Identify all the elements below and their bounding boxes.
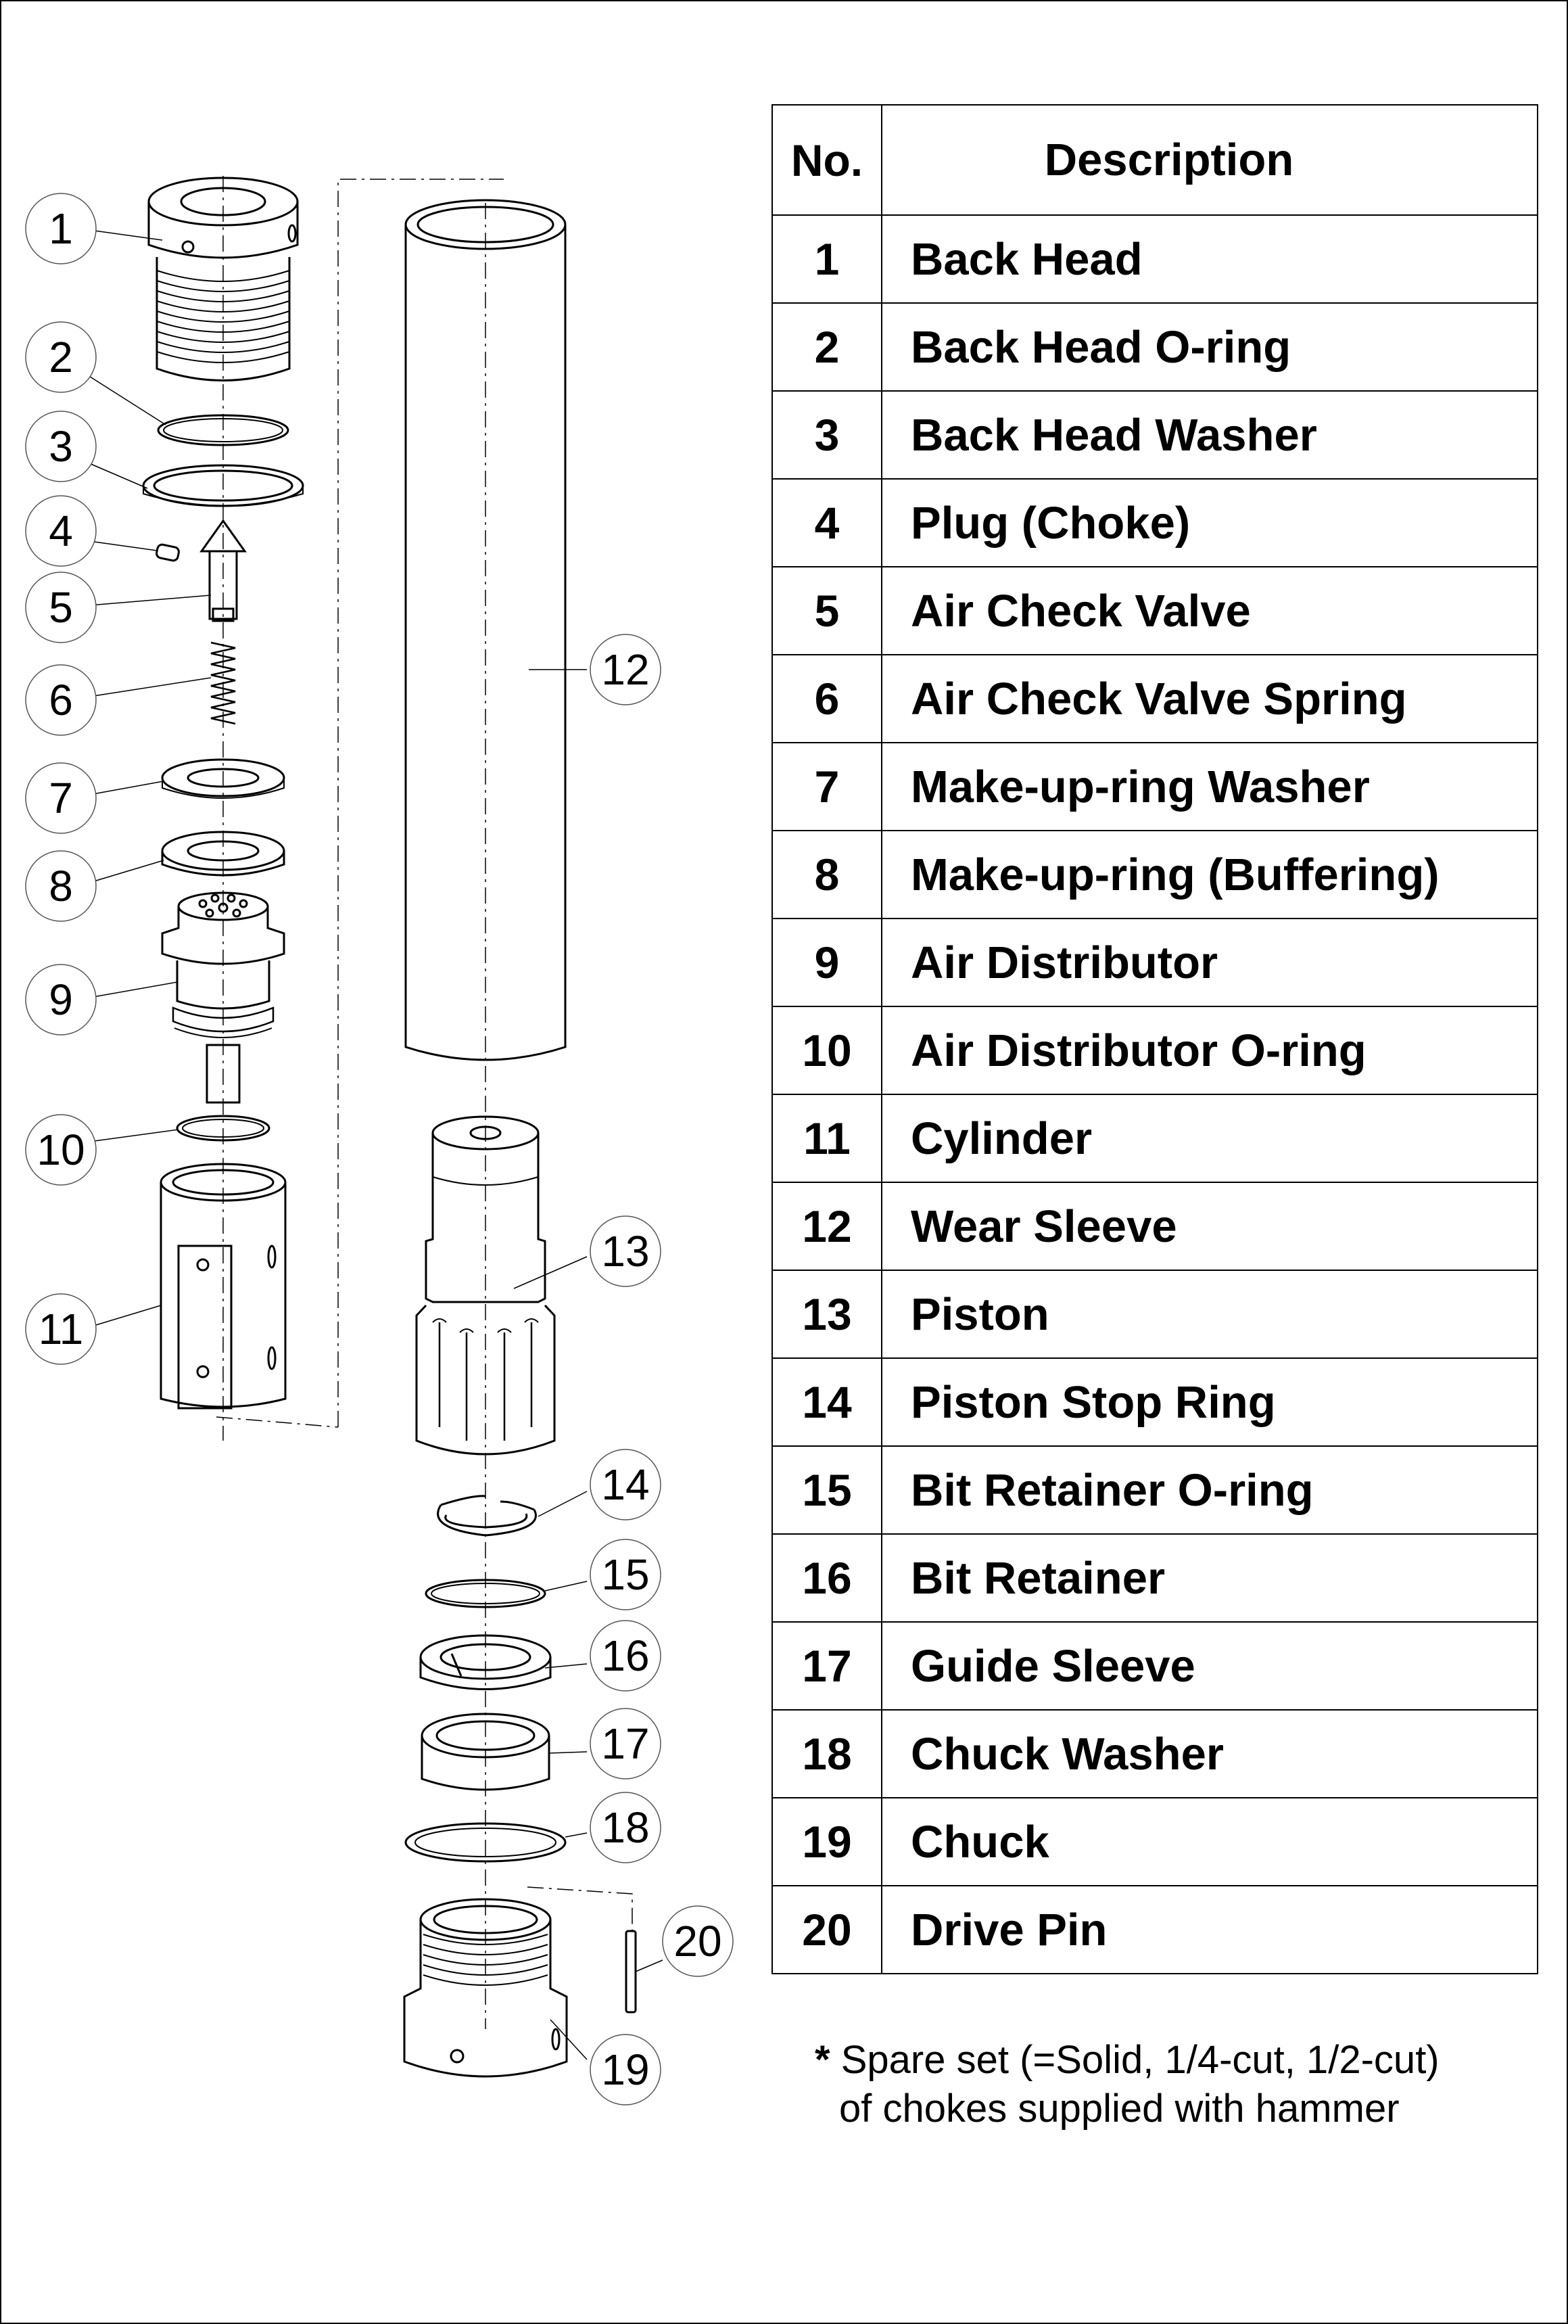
part-number: 17 [772, 1622, 882, 1710]
table-row [772, 1006, 1538, 1094]
part-number: 5 [772, 567, 882, 655]
column-header-description: Description [882, 105, 1538, 215]
callout-label: 2 [49, 333, 73, 381]
part-number: 11 [772, 1094, 882, 1182]
part-number: 15 [772, 1446, 882, 1534]
table-row [772, 1270, 1538, 1358]
callout-3 [26, 411, 96, 482]
part-description: Drive Pin [882, 1886, 1538, 1974]
callout-12 [590, 634, 661, 705]
callout-10 [26, 1115, 96, 1185]
part-number: 18 [772, 1710, 882, 1798]
part-description: Bit Retainer [882, 1534, 1538, 1622]
part-number: 7 [772, 743, 882, 831]
part-description: Air Check Valve Spring [882, 655, 1538, 743]
part-description: Piston Stop Ring [882, 1358, 1538, 1446]
callout-8 [26, 851, 96, 921]
parts-list-table [771, 104, 1538, 1974]
part-description: Air Check Valve [882, 567, 1538, 655]
table-header-row [772, 105, 1538, 215]
part-number: 9 [772, 919, 882, 1006]
footnote-line-2: of chokes supplied with hammer [839, 2087, 1400, 2131]
callout-11 [26, 1294, 96, 1364]
choke-footnote [815, 2036, 1440, 2133]
table-row [772, 1710, 1538, 1798]
callout-1 [26, 193, 96, 264]
footnote-text-1: Spare set (=Solid, 1/4-cut, 1/2-cut) [830, 2038, 1440, 2082]
part-number: 16 [772, 1534, 882, 1622]
callout-label: 1 [49, 204, 73, 253]
callout-17 [590, 1709, 661, 1779]
part-description: Back Head Washer [882, 391, 1538, 479]
part-number: 13 [772, 1270, 882, 1358]
table-row [772, 479, 1538, 567]
part-description: Cylinder [882, 1094, 1538, 1182]
table-row [772, 303, 1538, 391]
table-row [772, 1886, 1538, 1974]
exploded-view-drawing [0, 0, 744, 2324]
part-description: Wear Sleeve [882, 1182, 1538, 1270]
callout-label: 13 [601, 1227, 650, 1276]
callout-5 [26, 572, 96, 643]
callout-19 [590, 2035, 661, 2105]
table-row [772, 567, 1538, 655]
part-number: 19 [772, 1798, 882, 1886]
callout-label: 15 [601, 1550, 650, 1599]
part-description: Back Head O-ring [882, 303, 1538, 391]
callout-label: 10 [37, 1125, 85, 1174]
callout-7 [26, 763, 96, 833]
part-number: 14 [772, 1358, 882, 1446]
column-header-no: No. [772, 105, 882, 215]
callout-label: 11 [38, 1305, 84, 1353]
callout-9 [26, 965, 96, 1035]
callout-label: 8 [49, 862, 73, 910]
drive-pin-part [626, 1931, 636, 2012]
table-row [772, 1358, 1538, 1446]
callout-label: 20 [673, 1917, 722, 1966]
part-description: Chuck [882, 1798, 1538, 1886]
part-description: Guide Sleeve [882, 1622, 1538, 1710]
callout-label: 9 [49, 975, 73, 1024]
part-number: 3 [772, 391, 882, 479]
part-description: Plug (Choke) [882, 479, 1538, 567]
table-row [772, 919, 1538, 1006]
part-number: 20 [772, 1886, 882, 1974]
callout-13 [590, 1216, 661, 1286]
part-description: Back Head [882, 215, 1538, 303]
part-number: 2 [772, 303, 882, 391]
part-number: 6 [772, 655, 882, 743]
callout-label: 17 [601, 1719, 650, 1768]
table-row [772, 831, 1538, 919]
callout-18 [590, 1792, 661, 1863]
table-row [772, 1446, 1538, 1534]
part-number: 4 [772, 479, 882, 567]
callout-label: 14 [601, 1460, 650, 1509]
callout-label: 16 [601, 1631, 650, 1680]
table-row [772, 391, 1538, 479]
assembly-path-line [338, 179, 504, 1427]
part-number: 12 [772, 1182, 882, 1270]
part-description: Make-up-ring (Buffering) [882, 831, 1538, 919]
part-description: Air Distributor O-ring [882, 1006, 1538, 1094]
callout-label: 5 [49, 583, 73, 632]
callout-2 [26, 322, 96, 392]
part-number: 8 [772, 831, 882, 919]
part-description: Chuck Washer [882, 1710, 1538, 1798]
part-description: Air Distributor [882, 919, 1538, 1006]
table-row [772, 743, 1538, 831]
callout-16 [590, 1621, 661, 1691]
callout-label: 6 [49, 676, 73, 724]
chuck-part [404, 1899, 567, 2076]
table-row [772, 655, 1538, 743]
table-row [772, 1094, 1538, 1182]
callout-6 [26, 665, 96, 735]
part-description: Piston [882, 1270, 1538, 1358]
part-number: 10 [772, 1006, 882, 1094]
callout-label: 18 [601, 1803, 650, 1852]
footnote-asterisk: * [815, 2038, 830, 2082]
table-row [772, 1534, 1538, 1622]
callout-4 [26, 496, 96, 566]
callout-15 [590, 1539, 661, 1610]
callout-label: 12 [601, 645, 650, 694]
callout-20 [663, 1906, 733, 1976]
plug-choke-part [156, 544, 179, 561]
callout-label: 19 [601, 2045, 650, 2094]
callout-label: 7 [49, 774, 73, 822]
part-description: Bit Retainer O-ring [882, 1446, 1538, 1534]
callout-label: 4 [49, 507, 73, 555]
callout-label: 3 [49, 422, 73, 471]
table-row [772, 1622, 1538, 1710]
piston-stop-ring-part [438, 1496, 536, 1535]
part-number: 1 [772, 215, 882, 303]
part-description: Make-up-ring Washer [882, 743, 1538, 831]
callout-14 [590, 1449, 661, 1520]
footnote-line-1 [815, 2036, 1440, 2085]
table-row [772, 1798, 1538, 1886]
table-row [772, 215, 1538, 303]
table-row [772, 1182, 1538, 1270]
